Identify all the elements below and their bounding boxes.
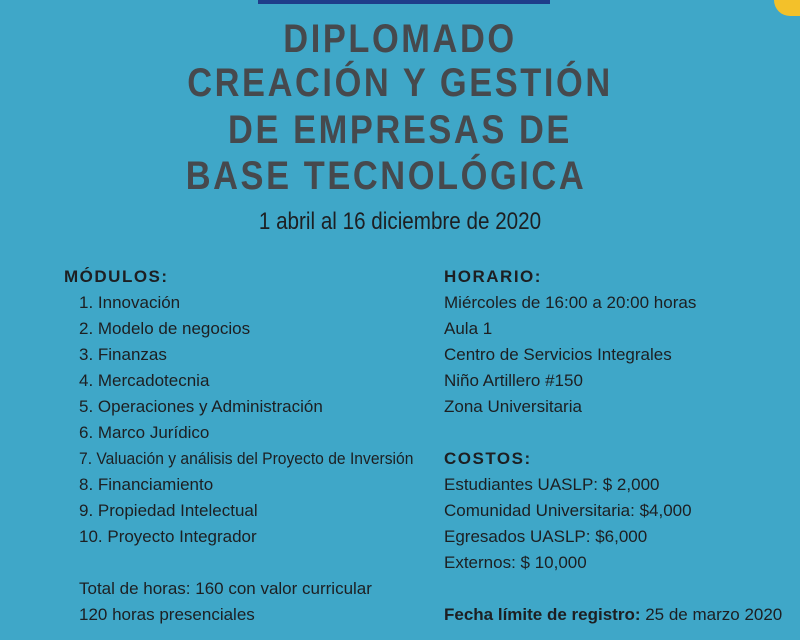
modules-column (64, 264, 444, 628)
deadline-value: 25 de marzo 2020 (640, 605, 783, 624)
cost-line: Estudiantes UASLP: $ 2,000 (444, 475, 660, 494)
module-item: 5. Operaciones y Administración (79, 397, 323, 416)
module-item: 4. Mercadotecnia (79, 371, 210, 390)
presential-hours-text: 120 horas presenciales (79, 605, 255, 624)
title-line-1: DIPLOMADO (283, 17, 517, 61)
module-item: 2. Modelo de negocios (79, 319, 251, 338)
corner-accent-shape (774, 0, 800, 16)
module-item-text: 7. Valuación y análisis del Proyecto de Inversión (79, 449, 414, 468)
title-line-2: CREACIÓN Y GESTIÓN (187, 61, 613, 105)
schedule-heading: HORARIO: (444, 267, 542, 286)
cost-line: Externos: $ 10,000 (444, 553, 587, 572)
title-line-4: BASE TECNOLÓGICA (185, 154, 587, 198)
module-item: 9. Propiedad Intelectual (79, 501, 258, 520)
program-dates: 1 abril al 16 diciembre de 2020 (258, 208, 542, 235)
spacer (444, 576, 794, 602)
schedule-line: Aula 1 (444, 319, 493, 338)
module-item (79, 446, 444, 472)
spacer (444, 420, 794, 446)
costs-heading: COSTOS: (444, 449, 532, 468)
deadline-label: Fecha límite de registro: (444, 605, 641, 624)
module-item: 1. Innovación (79, 293, 181, 312)
module-item: 8. Financiamiento (79, 475, 214, 494)
schedule-line: Centro de Servicios Integrales (444, 345, 672, 364)
info-column (444, 264, 794, 628)
module-item: 10. Proyecto Integrador (79, 527, 257, 546)
schedule-line: Niño Artillero #150 (444, 371, 583, 390)
schedule-line: Zona Universitaria (444, 397, 582, 416)
module-item: 6. Marco Jurídico (79, 423, 210, 442)
module-item: 3. Finanzas (79, 345, 167, 364)
total-hours-text: Total de horas: 160 con valor curricular (79, 579, 372, 598)
modules-heading: MÓDULOS: (64, 267, 169, 286)
modules-list (64, 290, 444, 550)
schedule-line: Miércoles de 16:00 a 20:00 horas (444, 293, 697, 312)
cost-line: Egresados UASLP: $6,000 (444, 527, 648, 546)
cost-line: Comunidad Universitaria: $4,000 (444, 501, 692, 520)
top-banner-strip (258, 0, 550, 4)
title-line-3: DE EMPRESAS DE (228, 108, 572, 152)
spacer (64, 550, 444, 576)
registration-deadline (444, 602, 794, 628)
